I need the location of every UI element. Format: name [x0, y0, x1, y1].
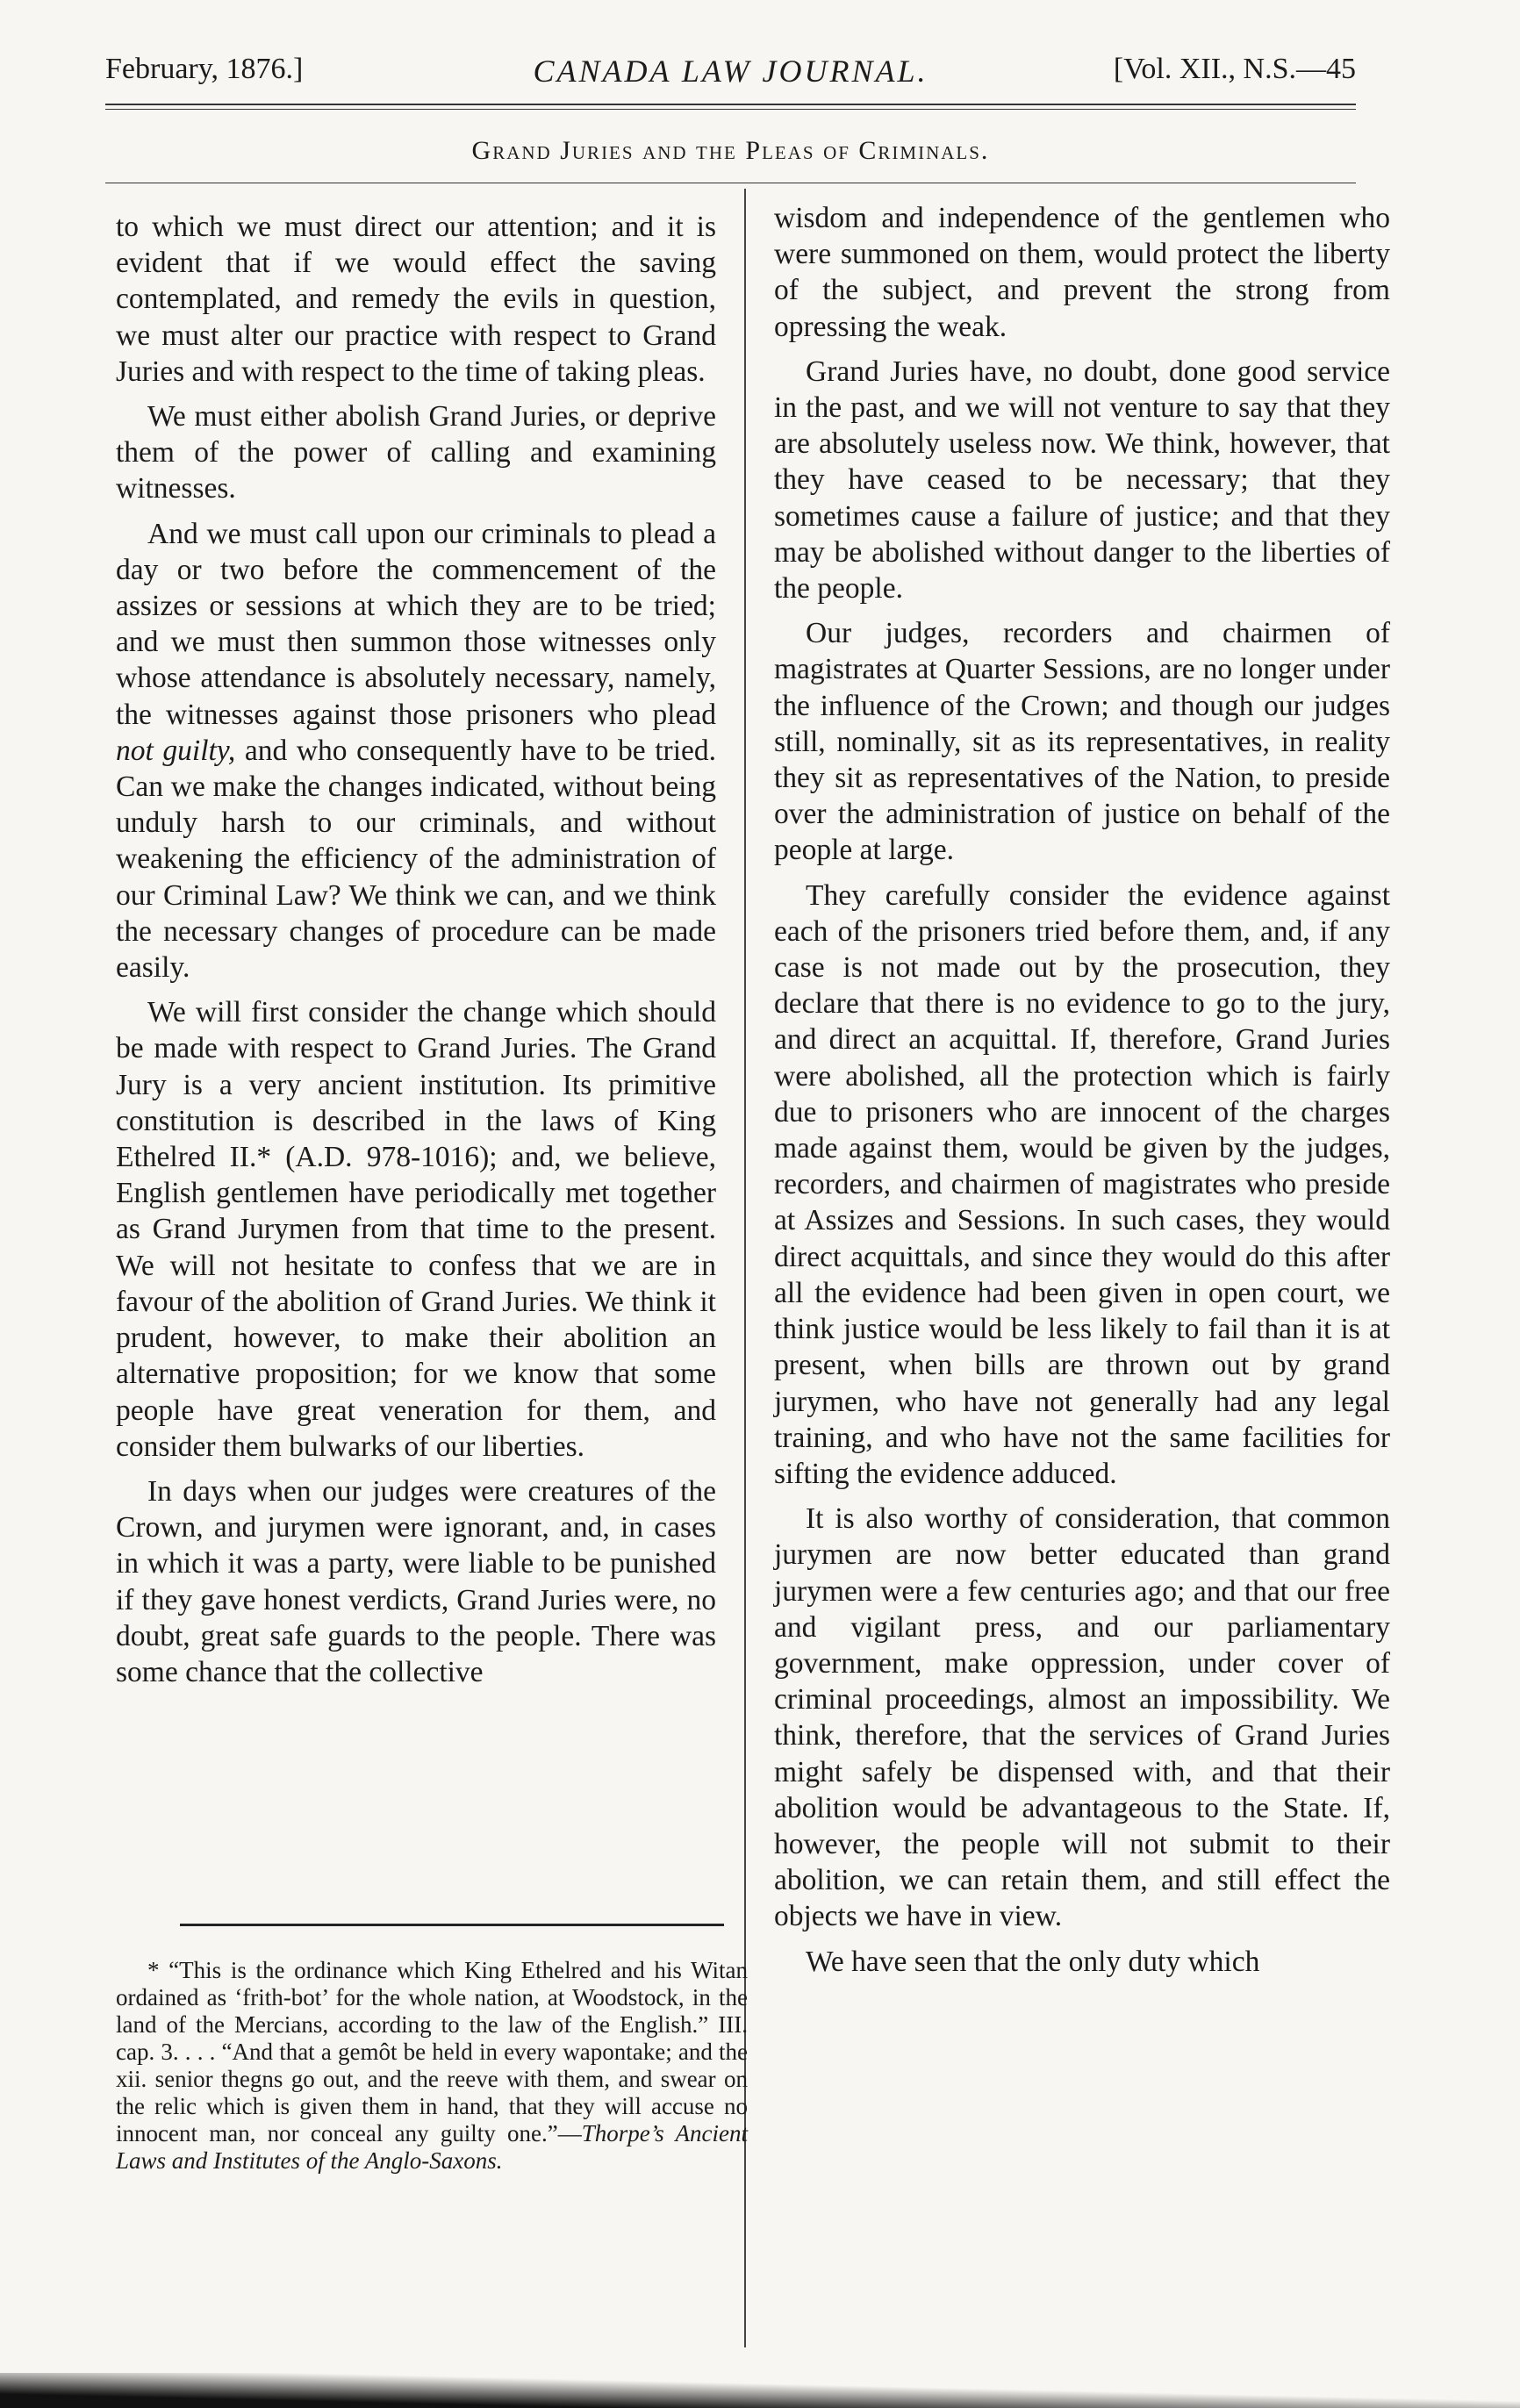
paragraph	[116, 516, 716, 986]
journal-title: CANADA LAW JOURNAL.	[533, 54, 928, 89]
footnote-source: Thorpe’s Ancient Laws and Institutes of the Anglo-Saxons.	[116, 2120, 748, 2174]
paragraph: In days when our judges were creatures of the Crown, and jurymen were ignorant, and, in cases in which it was a party, were liable to be punished if they gave honest verdicts, Grand Juries were, no doubt, great safe guards to the people. There was some chance that the collective	[116, 1474, 716, 1688]
paragraph: We will first consider the change which should be made with respect to Grand Juries. The Grand Jury is a very ancient institution. Its primitive constitution is described in the laws of King Ethelred II.* (A.D. 978-1016); and, we believe, English gentlemen have periodically met together as Grand Jurymen from that time to the present. We will not hesitate to confess that we are in favour of the abolition of Grand Juries. We think it prudent, however, to make their abolition an alternative proposition; for we know that some people have great veneration for them, and consider them bulwarks of our liberties.	[116, 996, 716, 1463]
header-rule	[105, 104, 1356, 105]
volume-page: [Vol. XII., N.S.—45	[1113, 53, 1356, 85]
paragraph: We must either abolish Grand Juries, or deprive them of the power of calling and examining witnesses.	[116, 400, 716, 505]
paragraph-text: And we must call upon our criminals to plead a day or two before the commencement of the assizes or sessions at which they are to be tried; and we must then summon those witnesses only whose attendance is absolutely necessary, namely, the witnesses against those prisoners who plead	[116, 517, 716, 731]
page-edge-shadow	[0, 2373, 1520, 2408]
paragraph: wisdom and independence of the gentlemen who were summoned on them, would protect the liberty of the subject, and prevent the strong from opressing the weak.	[774, 202, 1390, 343]
right-column	[774, 200, 1390, 1989]
paragraph: Grand Juries have, no doubt, done good service in the past, and we will not venture to say that they are absolutely useless now. We think, however, that they have ceased to be necessary; that they sometimes cause a failure of justice; and that they may be abolished without danger to the liberties of the people.	[774, 355, 1390, 606]
footnote-text: * “This is the ordinance which King Ethelred and his Witan ordained as ‘frith-bot’ for the whole nation, at Woodstock, in the land of the Mercians, according to the law of the English.” III. cap. 3. . . . “And that a gemôt be held in every wapontake; and the xii. senior thegns go out, and the reeve with them, and swear on the relic which is given them in hand, that they will accuse no innocent man, nor conceal any guilty one.”—	[116, 1957, 748, 2146]
header-rule-thin	[105, 109, 1356, 110]
article-subheading: Grand Juries and the Pleas of Criminals.	[471, 136, 990, 165]
footnote-rule	[180, 1924, 724, 1926]
page-header	[105, 46, 1356, 98]
emphasis-text: not guilty,	[116, 734, 236, 767]
paragraph: It is also worthy of consideration, that common jurymen are now better educated than grand jurymen were a few centuries ago; and that our free and vigilant press, and our parliamentary government, make oppression, under cover of criminal proceedings, almost an impossibility. We think, therefore, that the services of Grand Juries might safely be dispensed with, and that their abolition would be advantageous to the State. If, however, the people will not submit to their abolition, we can retain them, and still effect the objects we have in view.	[774, 1502, 1390, 1933]
paragraph: They carefully consider the evidence against each of the prisoners tried before them, and, if any case is not made out by the prosecution, they declare that there is no evidence to go to the jury, and direct an acquittal. If, therefore, Grand Juries were abolished, all the protection which is fairly due to prisoners who are innocent of the charges made against them, would be given by the judges, recorders, and chairmen of magistrates who preside at Assizes and Sessions. In such cases, they would direct acquittals, and since they would do this after all the evidence had been given in open court, we think justice would be less likely to fail than it is at present, when bills are thrown out by grand jurymen, who have not generally had any legal training, and who have not the same facilities for sifting the evidence adduced.	[774, 878, 1390, 1490]
paragraph: We have seen that the only duty which	[806, 1945, 1260, 1978]
paragraph-text: and who consequently have to be tried. Can we make the changes indicated, without being unduly harsh to our criminals, and without weakening the efficiency of the administration of our Criminal Law? We think we can, and we think the necessary changes of procedure can be made easily.	[116, 734, 716, 985]
left-column	[116, 209, 716, 1699]
paragraph: to which we must direct our attention; and it is evident that if we would effect the saving contemplated, and remedy the evils in question, we must alter our practice with respect to Grand Juries and with respect to the time of taking pleas.	[116, 211, 716, 388]
paragraph: Our judges, recorders and chairmen of magistrates at Quarter Sessions, are no longer under the influence of the Crown; and though our judges still, nominally, sit as its representatives, in reality they sit as representatives of the Nation, to preside over the administration of justice on behalf of the people at large.	[774, 617, 1390, 867]
header-date: February, 1876.]	[105, 53, 304, 85]
footnote	[116, 1957, 748, 2175]
